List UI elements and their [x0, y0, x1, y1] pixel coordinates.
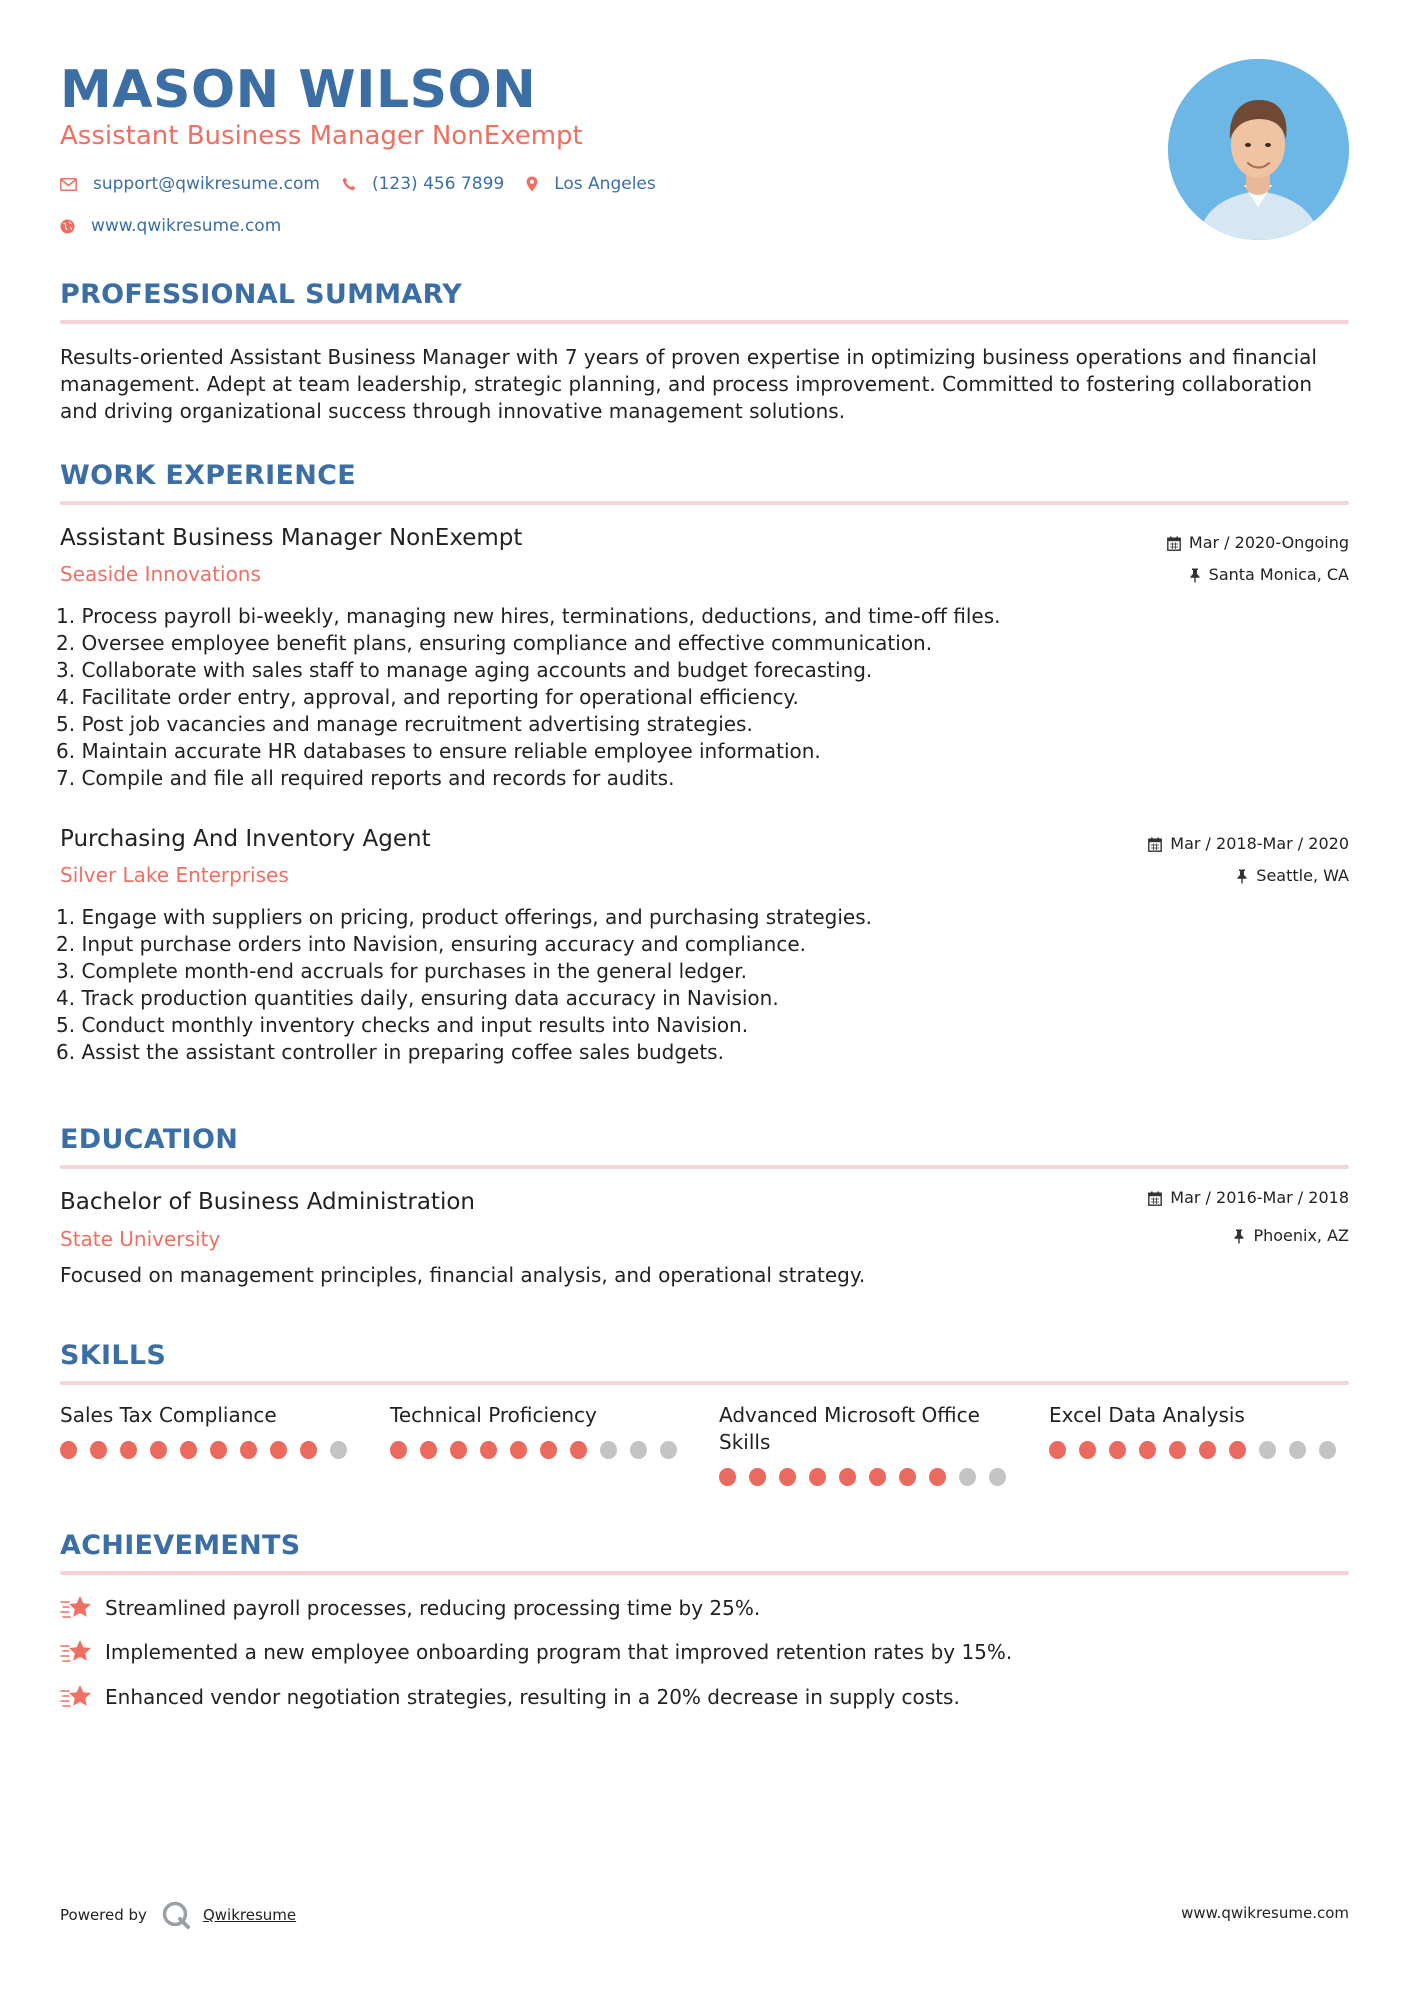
envelope-icon: [60, 178, 77, 191]
achievement-item: [60, 1683, 960, 1711]
skill-item: [60, 1402, 360, 1459]
star-icon: [60, 1683, 93, 1711]
star-icon: [60, 1594, 93, 1622]
skill-dot-filled: [60, 1441, 77, 1459]
skill-dot-filled: [1199, 1441, 1216, 1459]
job-company-1: Seaside Innovations: [60, 562, 261, 586]
contact-row: [60, 171, 678, 197]
section-divider: [60, 1381, 1349, 1385]
skill-dot-filled: [90, 1441, 107, 1459]
section-divider: [60, 501, 1349, 505]
list-item: 3. Collaborate with sales staff to manage aging accounts and budget forecasting.: [56, 658, 873, 682]
list-item: 5. Post job vacancies and manage recruitment advertising strategies.: [56, 712, 753, 736]
skill-dot-empty: [1259, 1441, 1276, 1459]
pushpin-icon: [1236, 869, 1248, 884]
list-item: 6. Assist the assistant controller in preparing coffee sales budgets.: [56, 1040, 724, 1064]
skill-dot-filled: [420, 1441, 437, 1459]
achievement-text: Enhanced vendor negotiation strategies, resulting in a 20% decrease in supply costs.: [105, 1684, 960, 1709]
skill-dot-filled: [929, 1468, 946, 1486]
education-description: Focused on management principles, financial analysis, and operational strategy.: [60, 1263, 866, 1287]
education-dates-text: Mar / 2016-Mar / 2018: [1170, 1188, 1349, 1207]
skill-dot-filled: [150, 1441, 167, 1459]
section-title-education: EDUCATION: [60, 1124, 239, 1155]
skill-dot-filled: [120, 1441, 137, 1459]
skill-dot-filled: [719, 1468, 736, 1486]
qwikresume-logo-icon: [161, 1900, 191, 1930]
skill-item: [1049, 1402, 1349, 1459]
phone-icon: [342, 177, 356, 191]
skill-label: Excel Data Analysis: [1049, 1403, 1245, 1427]
candidate-name: MASON WILSON: [60, 60, 537, 120]
section-title-achievements: ACHIEVEMENTS: [60, 1530, 301, 1561]
skill-dot-filled: [270, 1441, 287, 1459]
skill-dot-filled: [480, 1441, 497, 1459]
calendar-icon: [1148, 1191, 1162, 1206]
skill-dot-filled: [869, 1468, 886, 1486]
education-dates: [1148, 1187, 1349, 1209]
skill-dot-empty: [330, 1441, 347, 1459]
achievement-item: [60, 1594, 760, 1622]
skill-label: Sales Tax Compliance: [60, 1403, 277, 1427]
skill-dot-filled: [390, 1441, 407, 1459]
job-location-1: [1189, 564, 1349, 586]
section-title-skills: SKILLS: [60, 1340, 167, 1371]
avatar-illustration: [1168, 59, 1349, 240]
job-dates-2: [1148, 833, 1349, 855]
calendar-icon: [1167, 536, 1181, 551]
footer-powered-by: [60, 1900, 296, 1930]
job-role-1: Assistant Business Manager NonExempt: [60, 525, 523, 551]
skill-dot-filled: [1229, 1441, 1246, 1459]
skill-item: [390, 1402, 690, 1459]
email-contact[interactable]: [60, 174, 320, 194]
website-contact[interactable]: [60, 216, 281, 236]
qwikresume-link[interactable]: Qwikresume: [202, 1906, 297, 1924]
job-dates-text-2: Mar / 2018-Mar / 2020: [1170, 834, 1349, 853]
skill-label: Advanced Microsoft Office Skills: [719, 1403, 980, 1454]
skill-dot-filled: [839, 1468, 856, 1486]
job-location-text-1: Santa Monica, CA: [1208, 565, 1349, 584]
education-location: [1233, 1225, 1349, 1247]
candidate-title: Assistant Business Manager NonExempt: [60, 121, 583, 151]
skill-dot-filled: [1169, 1441, 1186, 1459]
skill-dot-empty: [660, 1441, 677, 1459]
skill-dot-empty: [989, 1468, 1006, 1486]
job-location-2: [1236, 865, 1349, 887]
skill-dot-filled: [300, 1441, 317, 1459]
section-divider: [60, 320, 1349, 324]
skill-dot-filled: [749, 1468, 766, 1486]
globe-icon: [60, 219, 75, 234]
job-dates-1: [1167, 532, 1349, 554]
job-location-text-2: Seattle, WA: [1256, 866, 1349, 885]
section-title-summary: PROFESSIONAL SUMMARY: [60, 279, 463, 310]
skill-dot-filled: [570, 1441, 587, 1459]
skill-dot-filled: [1109, 1441, 1126, 1459]
achievement-text: Streamlined payroll processes, reducing processing time by 25%.: [105, 1595, 761, 1620]
phone-contact[interactable]: [342, 174, 504, 194]
calendar-icon: [1148, 837, 1162, 852]
skill-dot-filled: [809, 1468, 826, 1486]
skill-dot-filled: [210, 1441, 227, 1459]
profile-photo: [1168, 59, 1349, 240]
pushpin-icon: [1233, 1229, 1245, 1244]
list-item: 6. Maintain accurate HR databases to ensure reliable employee information.: [56, 739, 821, 763]
section-title-experience: WORK EXPERIENCE: [60, 460, 356, 491]
skill-dot-filled: [180, 1441, 197, 1459]
skill-dot-filled: [1049, 1441, 1066, 1459]
list-item: 4. Facilitate order entry, approval, and reporting for operational efficiency.: [56, 685, 799, 709]
skill-dot-filled: [240, 1441, 257, 1459]
website-row: [60, 213, 303, 239]
education-degree: Bachelor of Business Administration: [60, 1189, 475, 1215]
skill-rating: [390, 1441, 690, 1459]
list-item: 1. Engage with suppliers on pricing, product offerings, and purchasing strategies.: [56, 905, 873, 929]
skill-dot-empty: [630, 1441, 647, 1459]
website-text[interactable]: www.qwikresume.com: [91, 216, 282, 236]
star-icon: [60, 1638, 93, 1666]
skill-rating: [60, 1441, 360, 1459]
map-pin-icon: [526, 176, 538, 192]
skill-rating: [719, 1468, 1019, 1486]
section-divider: [60, 1165, 1349, 1169]
job-bullets-1: [56, 603, 1346, 792]
list-item: 5. Conduct monthly inventory checks and input results into Navision.: [56, 1013, 749, 1037]
email-text[interactable]: support@qwikresume.com: [93, 174, 320, 194]
skill-dot-filled: [779, 1468, 796, 1486]
list-item: 1. Process payroll bi-weekly, managing new hires, terminations, deductions, and time-off files.: [56, 604, 1001, 628]
skill-dot-filled: [450, 1441, 467, 1459]
skill-dot-filled: [1079, 1441, 1096, 1459]
skill-item: [719, 1402, 1019, 1486]
skill-dot-empty: [1319, 1441, 1336, 1459]
education-location-text: Phoenix, AZ: [1253, 1226, 1349, 1245]
summary-text: Results-oriented Assistant Business Manager with 7 years of proven expertise in optimizing business operations and financial management. Adept at team leadership, strategic planning, and process improvement. Committed to fostering collaboration and driving organizational success through innovative management solutions.: [60, 345, 1317, 423]
skill-dot-filled: [899, 1468, 916, 1486]
pushpin-icon: [1189, 568, 1201, 583]
list-item: 2. Input purchase orders into Navision, ensuring accuracy and compliance.: [56, 932, 807, 956]
skill-label: Technical Proficiency: [390, 1403, 597, 1427]
job-dates-text-1: Mar / 2020-Ongoing: [1188, 533, 1349, 552]
skill-dot-filled: [1139, 1441, 1156, 1459]
skill-dot-empty: [1289, 1441, 1306, 1459]
skill-dot-empty: [600, 1441, 617, 1459]
achievement-item: [60, 1638, 1012, 1666]
skill-dot-filled: [510, 1441, 527, 1459]
skill-rating: [1049, 1441, 1349, 1459]
list-item: 2. Oversee employee benefit plans, ensuring compliance and effective communication.: [56, 631, 933, 655]
job-role-2: Purchasing And Inventory Agent: [60, 826, 431, 852]
location-contact: [526, 174, 656, 194]
job-company-2: Silver Lake Enterprises: [60, 863, 289, 887]
job-bullets-2: [56, 904, 1346, 1066]
skill-dot-filled: [540, 1441, 557, 1459]
powered-by-label: Powered by: [60, 1906, 147, 1924]
list-item: 4. Track production quantities daily, ensuring data accuracy in Navision.: [56, 986, 779, 1010]
achievement-text: Implemented a new employee onboarding program that improved retention rates by 15%.: [105, 1639, 1013, 1664]
skill-dot-empty: [959, 1468, 976, 1486]
education-school: State University: [60, 1227, 221, 1251]
phone-text[interactable]: (123) 456 7899: [371, 174, 505, 194]
list-item: 3. Complete month-end accruals for purchases in the general ledger.: [56, 959, 747, 983]
footer-website[interactable]: www.qwikresume.com: [1181, 1904, 1349, 1922]
section-divider: [60, 1571, 1349, 1575]
location-text: Los Angeles: [554, 174, 656, 194]
list-item: 7. Compile and file all required reports and records for audits.: [56, 766, 675, 790]
